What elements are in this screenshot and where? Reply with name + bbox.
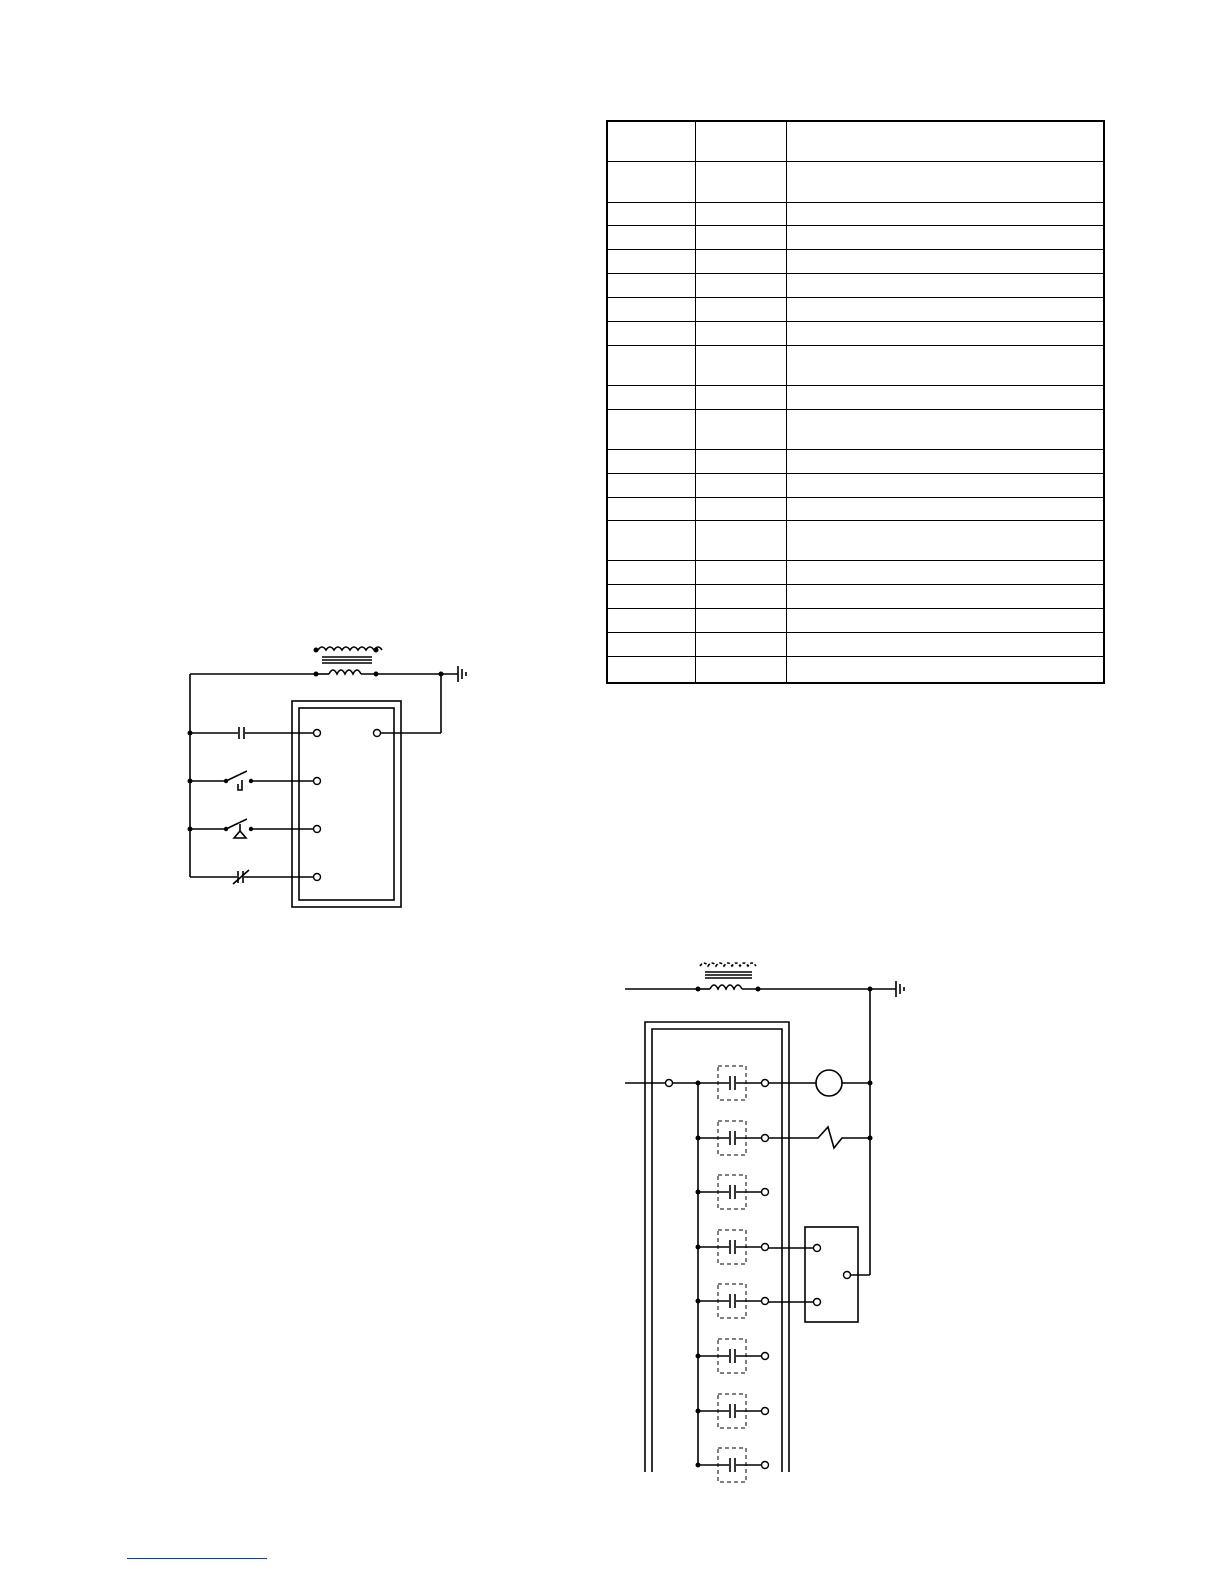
resistor-icon — [768, 1127, 870, 1148]
terminal — [666, 1080, 673, 1087]
capacitor-icon — [696, 1066, 769, 1100]
capacitor-icon — [696, 1284, 769, 1318]
capacitor-icon — [696, 1175, 769, 1209]
transformer-icon — [700, 963, 760, 989]
terminal — [844, 1272, 851, 1279]
capacitor-icon — [696, 1448, 769, 1482]
terminal — [814, 1245, 821, 1252]
terminal — [814, 1299, 821, 1306]
ground-icon — [896, 981, 904, 997]
capacitor-icon — [696, 1339, 769, 1373]
lamp-icon — [816, 1070, 842, 1096]
capacitor-icon — [696, 1394, 769, 1428]
capacitor-icon — [696, 1121, 769, 1155]
capacitor-icon — [696, 1230, 769, 1264]
footer-rule — [127, 1558, 267, 1559]
